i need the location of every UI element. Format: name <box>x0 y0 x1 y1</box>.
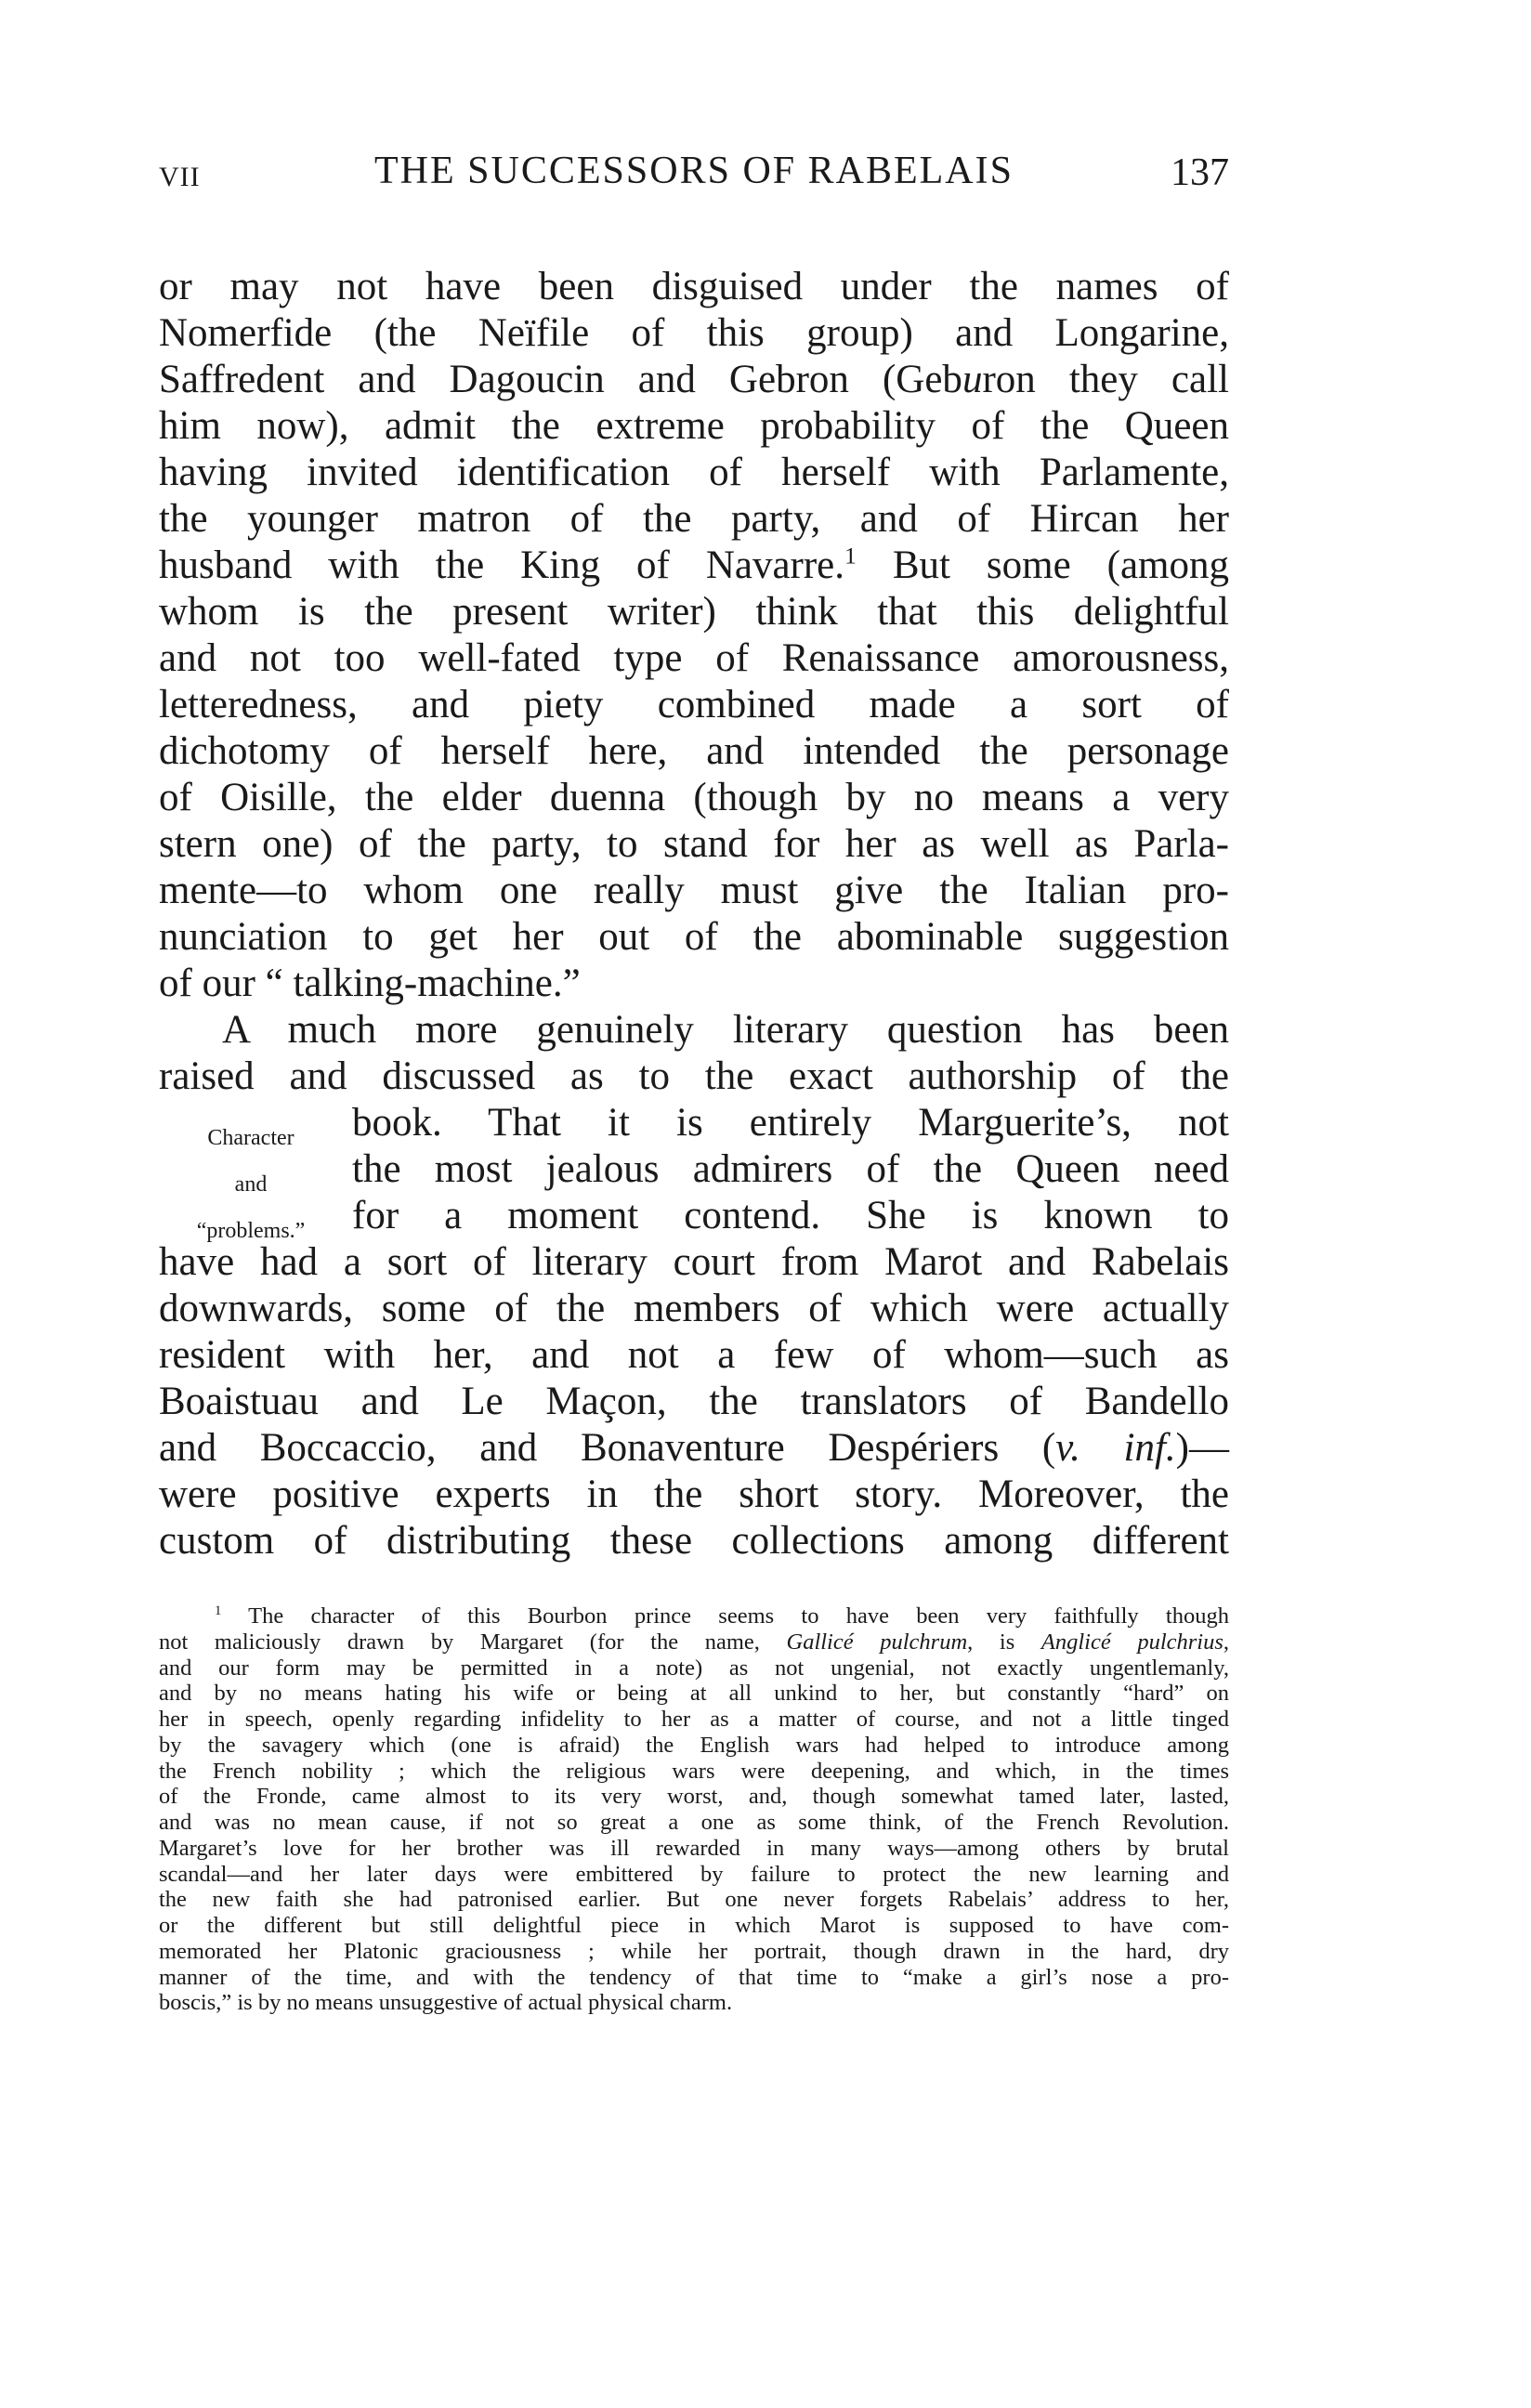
footnote <box>159 1603 1229 2016</box>
text-line: manner of the time, and with the tendency of that time to “make a girl’s nose a pro- <box>159 1964 1229 1990</box>
text-line: for a moment contend. She is known to <box>352 1194 1229 1237</box>
text-run: , <box>1223 1629 1230 1655</box>
text-line: raised and discussed as to the exact authorship of the <box>159 1054 1229 1098</box>
text-line: stern one) of the party, to stand for her as well as Parla- <box>159 822 1229 866</box>
text-line <box>159 1603 1229 1629</box>
text-line: or may not have been disguised under the names of <box>159 265 1229 308</box>
text-line: the new faith she had patronised earlier. But one never forgets Rabelais’ address to her, <box>159 1887 1229 1913</box>
text-line: resident with her, and not a few of whom—such as <box>159 1333 1229 1377</box>
text-line: memorated her Platonic graciousness ; while her portrait, though drawn in the hard, dry <box>159 1938 1229 1964</box>
margin-note <box>167 1115 334 1254</box>
text-line: downwards, some of the members of which were actually <box>159 1287 1229 1330</box>
text-line: have had a sort of literary court from Marot and Rabelais <box>159 1240 1229 1284</box>
text-line: having invited identification of herself with Parlamente, <box>159 451 1229 494</box>
text-line: A much more genuinely literary question has been <box>222 1008 1229 1052</box>
text-line: Margaret’s love for her brother was ill rewarded in many ways—among others by brutal <box>159 1835 1229 1861</box>
text-line: or the different but still delightful piece in which Marot is supposed to have com- <box>159 1913 1229 1938</box>
italic-text: u <box>962 358 983 401</box>
text-line: dichotomy of herself here, and intended the personage <box>159 729 1229 773</box>
text-run: )— <box>1175 1426 1229 1470</box>
running-header <box>159 149 1229 204</box>
text-run: ron they call <box>982 358 1230 401</box>
footnote-marker: 1 <box>844 542 857 569</box>
footnote-marker: 1 <box>215 1603 222 1618</box>
text-line: her in speech, openly regarding infidelity to her as a matter of course, and not a little tinged <box>159 1707 1229 1732</box>
text-line: and was no mean cause, if not so great a one as some think, of the French Revolution. <box>159 1810 1229 1835</box>
text-run: husband with the King of Navarre. <box>159 543 845 587</box>
text-run: , is <box>967 1629 1041 1655</box>
text-run: But some (among <box>856 543 1229 587</box>
text-line: were positive experts in the short story. Moreover, the <box>159 1472 1229 1516</box>
body-text <box>159 264 1229 1564</box>
text-line: the most jealous admirers of the Queen need <box>352 1147 1229 1191</box>
margin-note-line: “problems.” <box>196 1219 306 1243</box>
text-line: letteredness, and piety combined made a sort of <box>159 683 1229 726</box>
italic-text: Anglicé pulchrius <box>1040 1629 1223 1655</box>
text-line <box>159 1425 1229 1472</box>
margin-note-line: and <box>234 1172 268 1197</box>
text-line: scandal—and her later days were embittered by failure to protect the new learning and <box>159 1861 1229 1887</box>
text-line: boscis,” is by no means unsuggestive of actual physical charm. <box>159 1990 733 2016</box>
text-line: Boaistuau and Le Maçon, the translators of Bandello <box>159 1380 1229 1423</box>
text-line: him now), admit the extreme probability of the Queen <box>159 404 1229 448</box>
text-line: and by no means hating his wife or being at all unkind to her, but constantly “hard” on <box>159 1681 1229 1707</box>
text-line: of Oisille, the elder duenna (though by no means a very <box>159 776 1229 819</box>
text-run: and Boccaccio, and Bonaventure Despériers ( <box>159 1426 1056 1470</box>
chapter-number: VII <box>159 162 201 192</box>
text-line: the younger matron of the party, and of Hircan her <box>159 497 1229 541</box>
text-line: and our form may be permitted in a note) as not ungenial, not exactly ungentlemanly, <box>159 1655 1229 1681</box>
text-line: book. That it is entirely Marguerite’s, not <box>352 1101 1229 1145</box>
text-run: not maliciously drawn by Margaret (for the name, <box>159 1629 787 1655</box>
text-line: by the savagery which (one is afraid) the English wars had helped to introduce among <box>159 1732 1229 1758</box>
text-line <box>159 357 1229 403</box>
text-line: nunciation to get her out of the abominable suggestion <box>159 915 1229 959</box>
text-line: mente—to whom one really must give the Italian pro- <box>159 869 1229 912</box>
text-line: and not too well-fated type of Renaissance amorousness, <box>159 636 1229 680</box>
text-line: custom of distributing these collections among different <box>159 1519 1229 1563</box>
text-line: the French nobility ; which the religious wars were deepening, and which, in the times <box>159 1758 1229 1784</box>
text-line <box>159 1629 1229 1656</box>
text-line: of our “ talking-machine.” <box>159 962 581 1005</box>
text-line: whom is the present writer) think that this delightful <box>159 590 1229 634</box>
italic-text: Gallicé pulchrum <box>786 1629 968 1655</box>
text-line: of the Fronde, came almost to its very worst, and, though somewhat tamed later, lasted, <box>159 1784 1229 1810</box>
italic-text: v. inf. <box>1055 1426 1176 1470</box>
margin-note-line: Character <box>207 1126 294 1150</box>
text-run: The character of this Bourbon prince seems to have been very faithfully though <box>221 1603 1229 1629</box>
text-run: Saffredent and Dagoucin and Gebron (Geb <box>159 358 962 401</box>
text-line: Nomerfide (the Neïfile of this group) and Longarine, <box>159 311 1229 355</box>
running-title: THE SUCCESSORS OF RABELAIS <box>374 150 1014 192</box>
page-number: 137 <box>1171 151 1229 194</box>
text-line <box>159 543 1229 589</box>
